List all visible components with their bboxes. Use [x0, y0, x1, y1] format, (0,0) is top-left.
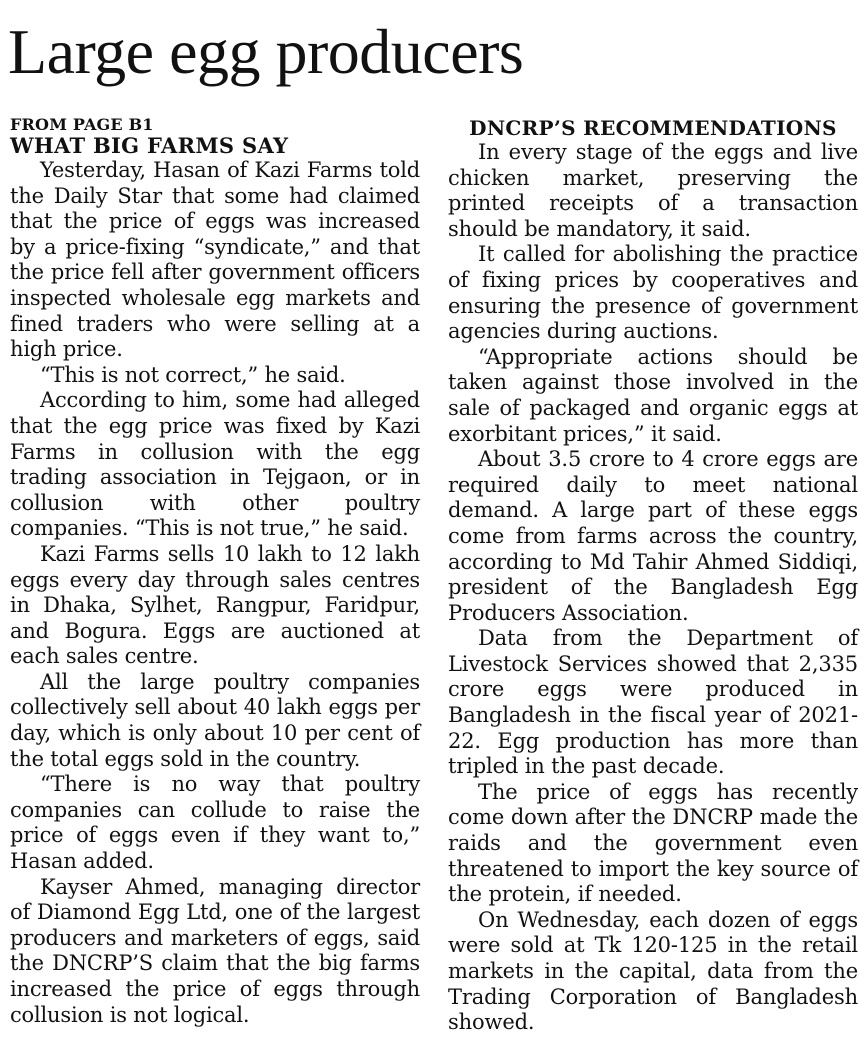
paragraph: “Appropriate actions should be taken against those involved in the sale of packaged and organic eggs at exorbitant prices,” it said.	[448, 344, 858, 446]
paragraph: Kazi Farms sells 10 lakh to 12 lakh eggs every day through sales centres in Dhaka, Sylhet, Rangpur, Faridpur, and Bogura. Eggs are auctioned at each sales centre.	[10, 541, 420, 669]
paragraph: All the large poultry companies collectively sell about 40 lakh eggs per day, which is only about 10 per cent of the total eggs sold in the country.	[10, 669, 420, 771]
paragraph: It called for abolishing the practice of fixing prices by cooperatives and ensuring the presence of government agencies during auctions.	[448, 242, 858, 344]
paragraph: Yesterday, Hasan of Kazi Farms told the Daily Star that some had claimed that the price of eggs was increased by a price-fixing “syndicate,” and that the price fell after government officers inspected wholesale egg markets and fined traders who were selling at a high price.	[10, 158, 420, 362]
paragraph: Kayser Ahmed, managing director of Diamond Egg Ltd, one of the largest producers and marketers of eggs, said the DNCRP’S claim that the big farms increased the price of eggs through collusion is not logical.	[10, 874, 420, 1027]
paragraph: In every stage of the eggs and live chicken market, preserving the printed receipts of a transaction should be mandatory, it said.	[448, 140, 858, 241]
paragraph: According to him, some had alleged that the egg price was fixed by Kazi Farms in collusion with the egg trading association in Tejgaon, or in collusion with other poultry companies. “This is not true,” he said.	[10, 388, 420, 541]
left-column	[10, 116, 420, 1028]
section-subhead-recommendations: DNCRP’S RECOMMENDATIONS	[469, 116, 837, 140]
right-column	[448, 116, 858, 1036]
section-subhead-big-farms: WHAT BIG FARMS SAY	[10, 133, 289, 158]
continuation-kicker: FROM PAGE B1	[10, 115, 154, 134]
paragraph: On Wednesday, each dozen of eggs were sold at Tk 120-125 in the retail markets in the capital, data from the Trading Corporation of Bangladesh showed.	[448, 907, 858, 1035]
paragraph: The price of eggs has recently come down after the DNCRP made the raids and the government even threatened to import the key source of the protein, if needed.	[448, 779, 858, 907]
paragraph: “This is not correct,” he said.	[40, 362, 346, 387]
paragraph: “There is no way that poultry companies can collude to raise the price of eggs even if they want to,” Hasan added.	[10, 772, 420, 874]
paragraph: About 3.5 crore to 4 crore eggs are required daily to meet national demand. A large part of these eggs come from farms across the country, according to Md Tahir Ahmed Siddiqi, president of the Bangladesh Egg Producers Association.	[448, 447, 858, 625]
paragraph: Data from the Department of Livestock Services showed that 2,335 crore eggs were produced in Bangladesh in the fiscal year of 2021-22. Egg production has more than tripled in the past decade.	[448, 626, 858, 779]
headline: Large egg producers	[8, 16, 524, 87]
